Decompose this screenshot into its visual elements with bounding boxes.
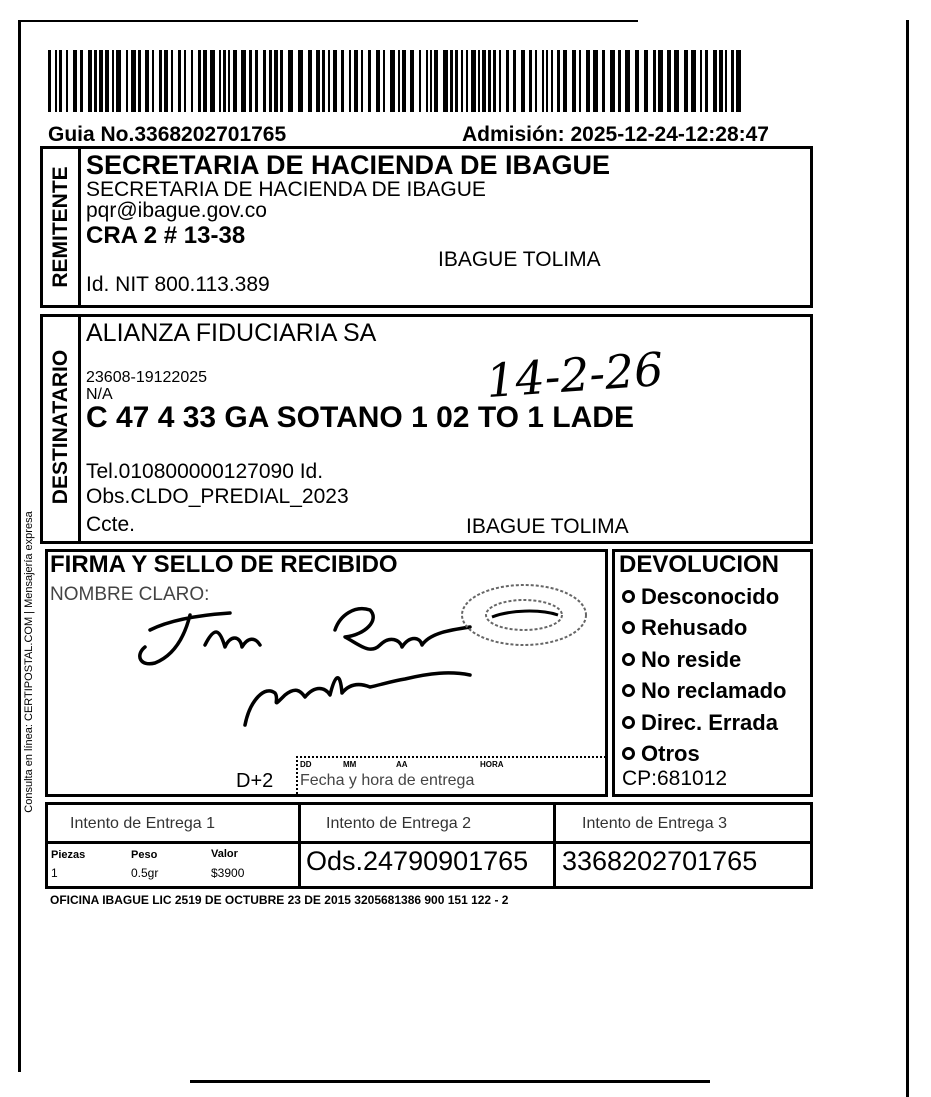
page-border-right bbox=[906, 20, 909, 1097]
devolucion-rehusado[interactable]: Rehusado bbox=[622, 615, 747, 641]
side-consulta-text: Consulta en línea: CERTIPOSTAL.COM | Mensajería expresa bbox=[23, 511, 35, 813]
remitente-name-bold: SECRETARIA DE HACIENDA DE IBAGUE bbox=[86, 150, 611, 180]
destinatario-divider bbox=[78, 314, 81, 544]
devolucion-direc-errada[interactable]: Direc. Errada bbox=[622, 710, 778, 736]
remitente-city: IBAGUE TOLIMA bbox=[438, 248, 601, 271]
fecha-box-left bbox=[296, 756, 298, 794]
d-plus-2: D+2 bbox=[236, 770, 274, 792]
barcode bbox=[48, 50, 744, 112]
guia-number: Guia No.3368202701765 bbox=[48, 123, 287, 146]
peso-value: 0.5gr bbox=[131, 866, 159, 880]
destinatario-na: N/A bbox=[86, 386, 113, 403]
page-border-top bbox=[18, 20, 638, 22]
destinatario-label: DESTINATARIO bbox=[49, 349, 72, 505]
valor-value: $3900 bbox=[211, 866, 245, 880]
peso-label: Peso bbox=[131, 849, 158, 861]
destinatario-address: C 47 4 33 GA SOTANO 1 02 TO 1 LADE bbox=[86, 401, 634, 434]
devolucion-desconocido[interactable]: Desconocido bbox=[622, 584, 779, 610]
nombre-claro-label: NOMBRE CLARO: bbox=[50, 584, 210, 605]
remitente-nit: Id. NIT 800.113.389 bbox=[86, 273, 270, 296]
fecha-hora: HORA bbox=[480, 760, 504, 769]
fecha-dd: DD bbox=[300, 760, 312, 769]
signature bbox=[130, 575, 600, 745]
radio-icon bbox=[622, 621, 635, 634]
firma-title: FIRMA Y SELLO DE RECIBIDO bbox=[50, 551, 398, 578]
fecha-label: Fecha y hora de entrega bbox=[300, 772, 475, 789]
page-border-left bbox=[18, 22, 21, 1072]
radio-icon bbox=[622, 684, 635, 697]
devolucion-no-reside[interactable]: No reside bbox=[622, 647, 741, 673]
destinatario-city: IBAGUE TOLIMA bbox=[466, 515, 629, 538]
remitente-email: pqr@ibague.gov.co bbox=[86, 199, 267, 222]
handwritten-date: 14-2-26 bbox=[484, 341, 666, 409]
footer-oficina: OFICINA IBAGUE LIC 2519 DE OCTUBRE 23 DE 2015 3205681386 900 151 122 - 2 bbox=[50, 893, 509, 907]
remitente-address: CRA 2 # 13-38 bbox=[86, 222, 246, 249]
piezas-value: 1 bbox=[51, 866, 58, 880]
radio-icon bbox=[622, 653, 635, 666]
destinatario-tel: Tel.010800000127090 Id. bbox=[86, 460, 324, 483]
destinatario-ccte: Ccte. bbox=[86, 513, 136, 536]
radio-icon bbox=[622, 590, 635, 603]
devolucion-title: DEVOLUCION bbox=[619, 551, 780, 578]
admision-datetime: Admisión: 2025-12-24-12:28:47 bbox=[462, 123, 769, 146]
devolucion-otros[interactable]: Otros bbox=[622, 741, 700, 767]
remitente-divider bbox=[78, 146, 81, 308]
destinatario-ref: 23608-19122025 bbox=[86, 369, 208, 386]
guia-number-box: 3368202701765 bbox=[562, 846, 758, 876]
devolucion-cp: CP:681012 bbox=[622, 767, 728, 790]
radio-icon bbox=[622, 716, 635, 729]
intento-2: Intento de Entrega 2 bbox=[326, 815, 471, 832]
remitente-name: SECRETARIA DE HACIENDA DE IBAGUE bbox=[86, 178, 486, 201]
devolucion-no-reclamado[interactable]: No reclamado bbox=[622, 678, 787, 704]
destinatario-name: ALIANZA FIDUCIARIA SA bbox=[86, 319, 377, 347]
fecha-aa: AA bbox=[396, 760, 408, 769]
radio-icon bbox=[622, 747, 635, 760]
fecha-mm: MM bbox=[343, 760, 357, 769]
remitente-label: REMITENTE bbox=[49, 166, 72, 288]
valor-label: Valor bbox=[211, 848, 238, 860]
page-border-bottom bbox=[190, 1080, 710, 1083]
piezas-label: Piezas bbox=[51, 849, 86, 861]
destinatario-obs: Obs.CLDO_PREDIAL_2023 bbox=[86, 485, 349, 508]
intento-1: Intento de Entrega 1 bbox=[70, 815, 215, 832]
intento-3: Intento de Entrega 3 bbox=[582, 815, 727, 832]
ods-number: Ods.24790901765 bbox=[306, 846, 529, 876]
